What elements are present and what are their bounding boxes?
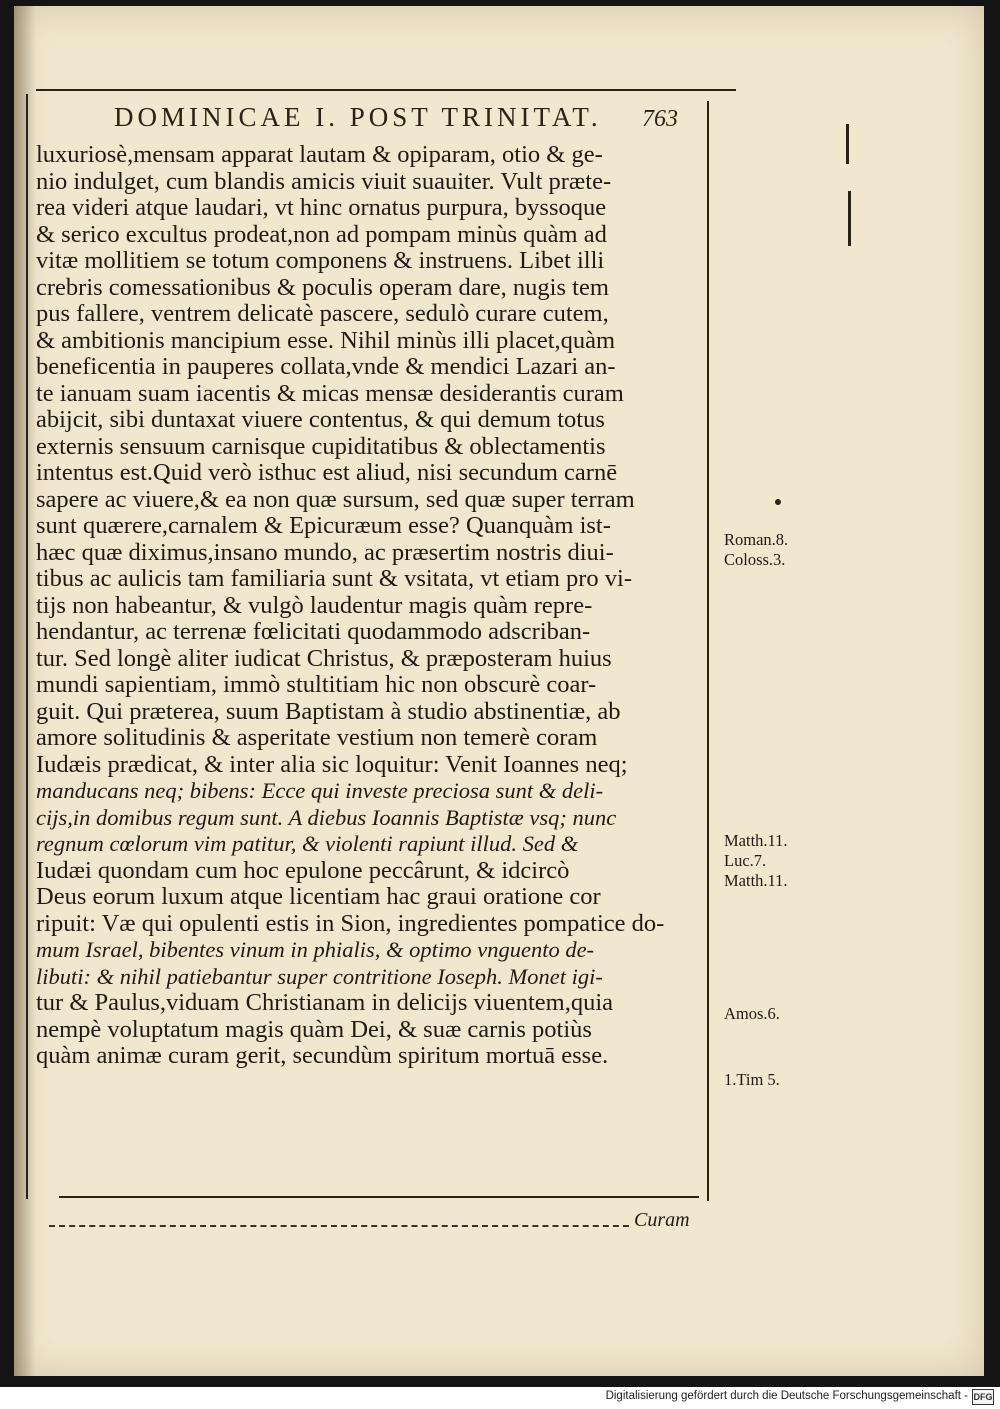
text-line: mum Israel, bibentes vinum in phialis, & optimo vnguento de- [36,937,595,962]
margin-note-line: Coloss.3. [724,550,786,569]
dfg-logo-icon: DFG [972,1389,994,1405]
text-line: te ianuam suam iacentis & micas mensæ desiderantis curam [36,380,624,407]
text-line: libuti: & nihil patiebantur super contritione Ioseph. Monet igi- [36,963,603,989]
margin-note-line: Matth.11. [724,831,788,850]
top-rule [36,89,736,91]
text-line: tibus ac aulicis tam familiaria sunt & vsitata, vt etiam pro vi- [36,566,633,592]
page-edge-mark [848,191,851,246]
page-number: 763 [642,106,678,132]
text-line: amore solitudinis & asperitate vestium non temerè coram [36,725,598,751]
text-line: sapere ac viuere,& ea non quæ sursum, sed quæ super terram [36,486,635,513]
text-line: hæc quæ diximus,insano mundo, ac præsertim nostris diui- [36,539,614,566]
text-line: regnum cœlorum vim patitur, & violenti rapiunt illud. Sed & [36,831,579,856]
text-line: Deus eorum luxum atque licentiam hac graui oratione cor [36,884,601,910]
margin-note-romans [724,530,788,570]
margin-note-line: Matth.11. [724,871,788,890]
text-line: Iudæis prædicat, & inter alia sic loquitur: Venit Ioannes neq; [36,751,628,778]
text-line: tur. Sed longè aliter iudicat Christus, & præposteram huius [36,645,612,672]
text-line: vitæ mollitiem se totum componens & instruens. Libet illi [36,248,605,274]
text-line: manducans neq; bibens: Ecce qui investe preciosa sunt & deli- [36,778,604,803]
text-line: externis sensuum carnisque cupiditatibus & oblectamentis [36,433,606,460]
text-line: abijcit, sibi duntaxat viuere contentus, & qui demum totus [36,407,605,433]
funding-credit: Digitalisierung gefördert durch die Deutsche Forschungsgemeinschaft - [605,1390,968,1402]
text-line: cijs,in domibus regum sunt. A diebus Ioannis Baptistæ vsq; nunc [36,804,617,830]
margin-dot-mark [775,499,781,505]
text-line: ripuit: Væ qui opulenti estis in Sion, ingredientes pompatice do- [36,910,665,937]
text-line: nempè voluptatum magis quàm Dei, & suæ carnis potiùs [36,1016,592,1043]
text-line: & serico excultus prodeat,non ad pompam minùs quàm ad [36,221,607,248]
margin-note-matthew [724,831,788,891]
text-line: tijs non habeantur, & vulgò laudentur magis quàm repre- [36,592,593,619]
text-line: hendantur, ac terrenæ fœlicitati quodammodo adscriban- [36,619,591,645]
catchword: Curam [634,1209,690,1231]
margin-note-amos [724,1004,780,1024]
margin-note-line: Roman.8. [724,530,789,549]
text-line: & ambitionis mancipium esse. Nihil minùs illi placet,quàm [36,327,616,354]
text-line: luxuriosè,mensam apparat lautam & opiparam, otio & ge- [36,142,603,168]
gutter-shadow [14,6,36,1376]
left-border-rule [26,94,28,1199]
ornamental-rule [49,1225,629,1227]
margin-note-timothy [724,1070,780,1090]
text-line: tur & Paulus,viduam Christianam in delicijs viuentem,quia [36,990,614,1016]
text-line: nio indulget, cum blandis amicis viuit suauiter. Vult præte- [36,168,612,195]
margin-note-line: Luc.7. [724,851,767,870]
page-edge-mark [846,124,849,164]
bottom-rule [59,1196,699,1198]
text-line: guit. Qui præterea, suum Baptistam à studio abstinentiæ, ab [36,698,621,725]
text-line: beneficentia in pauperes collata,vnde & mendici Lazari an- [36,354,616,380]
text-line: mundi sapientiam, immò stultitiam hic non obscurè coar- [36,672,597,698]
text-line: Iudæi quondam cum hoc epulone peccârunt, & idcircò [36,857,570,884]
text-line: pus fallere, ventrem delicatè pascere, sedulò curare cutem, [36,301,609,327]
footer-bar [0,1387,1000,1409]
text-line: quàm animæ curam gerit, secundùm spiritum mortuā esse. [36,1043,609,1069]
text-line: rea videri atque laudari, vt hinc ornatus purpura, byssoque [36,195,607,221]
text-line: crebris comessationibus & poculis operam dare, nugis tem [36,274,609,301]
margin-note-line: 1.Tim 5. [724,1070,780,1089]
margin-note-line: Amos.6. [724,1004,780,1023]
text-line: sunt quærere,carnalem & Epicuræum esse? Quanquàm ist- [36,513,611,539]
running-head: DOMINICAE I. POST TRINITAT. [114,102,602,132]
body-text [36,142,708,1070]
text-line: intentus est.Quid verò isthuc est aliud, nisi secundum carnē [36,460,618,486]
book-page [14,6,984,1376]
